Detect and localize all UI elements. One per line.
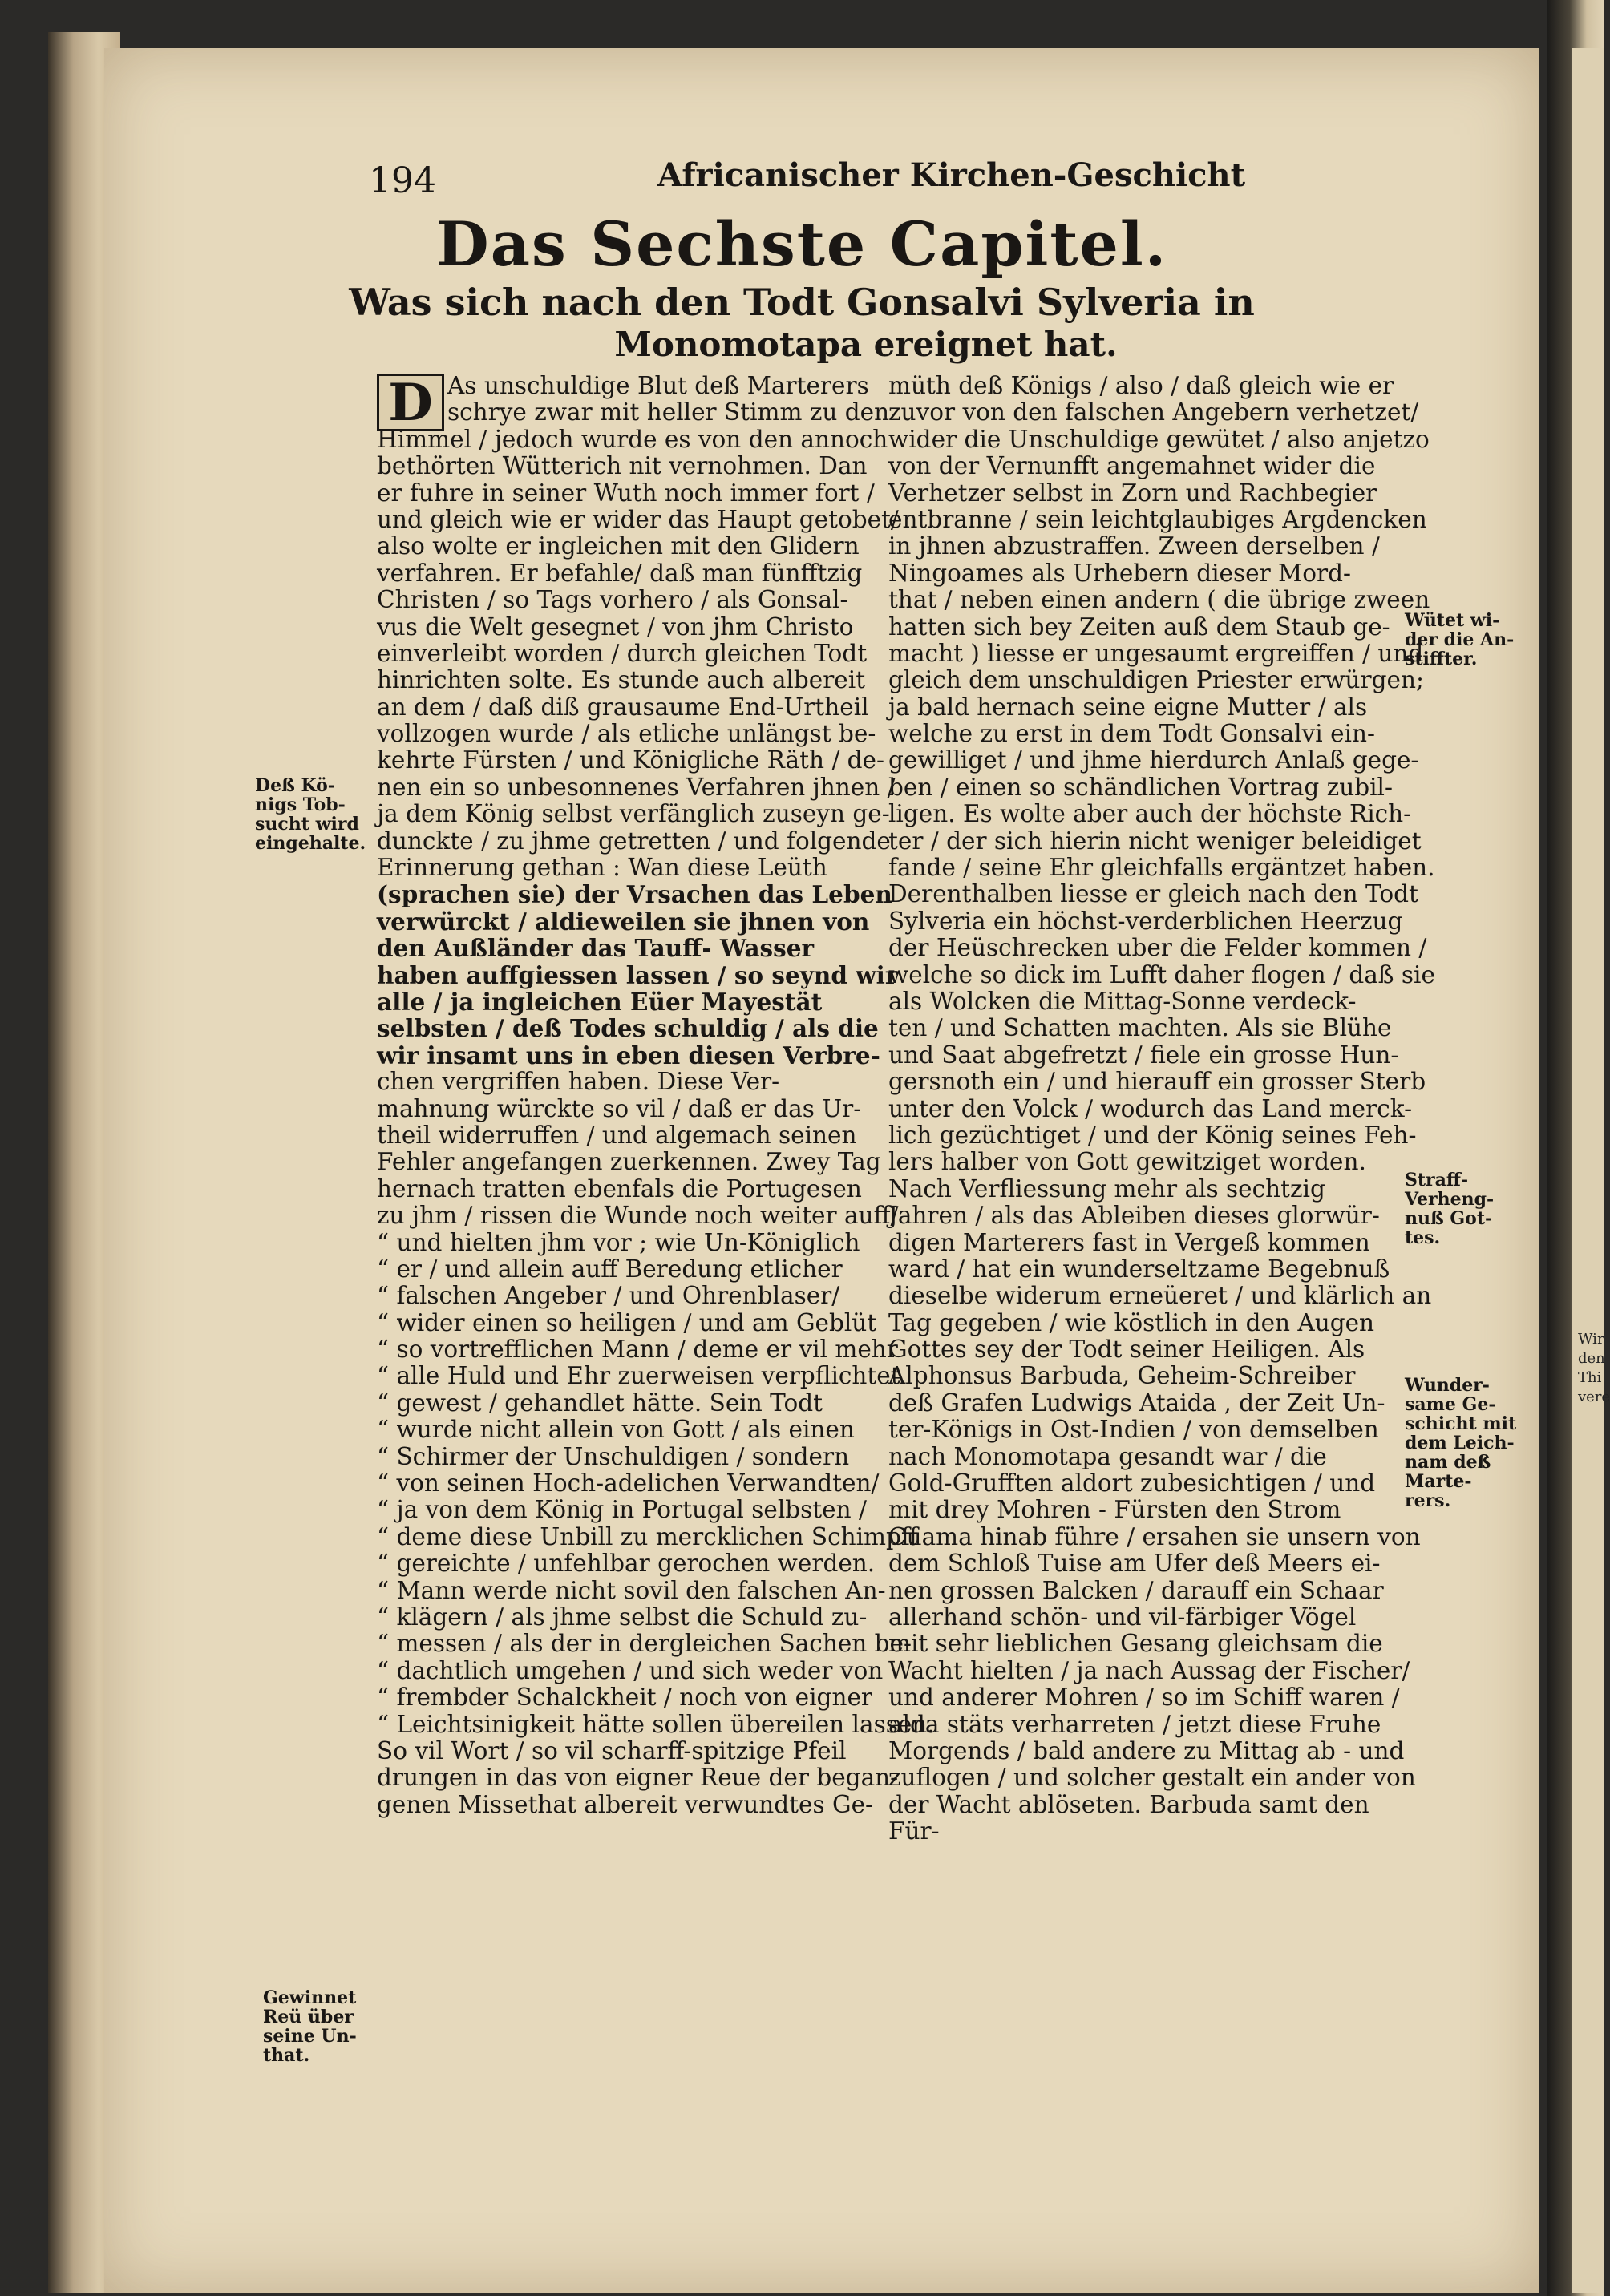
text-line: deß Grafen Ludwigs Ataida , der Zeit Un- [888,1389,1385,1417]
marginal-note-line: rers. [1405,1490,1451,1511]
text-line: “ deme diese Unbill zu mercklichen Schimpff [377,1522,918,1550]
text-line: “ messen / als der in dergleichen Sachen be- [377,1630,912,1658]
text-line: “ von seinen Hoch-adelichen Verwandten/ [377,1469,880,1498]
chapter-subtitle-line-1: Was sich nach den Todt Gonsalvi Sylveria in [349,281,1255,324]
left-text-column [377,372,935,1818]
text-line: schrye zwar mit heller Stimm zu den [447,398,890,426]
marginal-note-right-2 [1405,1170,1494,1247]
marginal-note-line: stiffter. [1405,649,1478,669]
text-line: Verhetzer selbst in Zorn und Rachbegier [888,479,1377,507]
text-line: “ und hielten jhm vor ; wie Un-Königlich [377,1228,860,1256]
text-line: nach Monomotapa gesandt war / die [888,1442,1327,1470]
text-line: “ er / und allein auff Beredung etlicher [377,1255,843,1283]
text-line: dieselbe widerum erneüeret / und klärlich an [888,1282,1432,1310]
next-page-fragment: vere [1578,1389,1610,1405]
text-line: unter den Volck / wodurch das Land merck- [888,1094,1413,1122]
marginal-note-line: nigs Tob- [255,794,346,815]
text-line: ja bald hernach seine eigne Mutter / als [888,693,1368,721]
text-line: theil widerruffen / und algemach seinen [377,1121,857,1149]
text-line: welche zu erst in dem Todt Gonsalvi ein- [888,720,1375,748]
text-line: alda stäts verharreten / jetzt diese Fruhe [888,1710,1381,1738]
text-line: lers halber von Gott gewitziget worden. [888,1148,1366,1176]
text-line: wir insamt uns in eben diesen Verbre- [377,1041,880,1069]
marginal-note-line: tes. [1405,1227,1441,1248]
text-line: und gleich wie er wider das Haupt getobet/ [377,505,899,533]
text-line: genen Missethat albereit verwundtes Ge- [377,1790,873,1818]
text-line: mahnung würckte so vil / daß er das Ur- [377,1094,862,1122]
text-line: gewilliget / und jhme hierdurch Anlaß gege- [888,746,1419,774]
text-line: er fuhre in seiner Wuth noch immer fort / [377,479,875,507]
text-line: that / neben einen andern ( die übrige zween [888,586,1430,614]
text-line: welche so dick im Lufft daher flogen / daß sie [888,960,1435,988]
marginal-note-line: that. [263,2045,310,2066]
text-line: Himmel / jedoch wurde es von den annoch [377,425,888,453]
text-line: digen Marterers fast in Vergeß kommen [888,1228,1370,1256]
text-line: und Saat abgefretzt / fiele ein grosse Hun- [888,1041,1399,1069]
text-line: “ ja von dem König in Portugal selbsten / [377,1496,867,1524]
text-line: Nach Verfliessung mehr als sechtzig [888,1174,1325,1203]
running-head: Africanischer Kirchen-Geschicht [657,156,1246,194]
text-line: den Außländer das Tauff- Wasser [377,934,815,963]
text-line: (sprachen sie) der Vrsachen das Leben [377,880,892,909]
next-page-fragment: Wir [1578,1331,1604,1348]
text-line: ter-Königs in Ost-Indien / von demselben [888,1416,1379,1444]
text-line: vollzogen wurde / als etliche unlängst be- [377,720,876,748]
text-line: dunckte / zu jhme getretten / und folgende [377,827,891,855]
text-line: verfahren. Er befahle/ daß man fünfftzig [377,559,863,587]
text-line: Erinnerung gethan : Wan diese Leüth [377,854,827,882]
text-line: “ wurde nicht allein von Gott / als einen [377,1416,855,1444]
page-number: 194 [369,160,436,201]
text-line: nen grossen Balcken / darauff ein Schaar [888,1576,1384,1604]
text-line: an dem / daß diß grausaume End-Urtheil [377,693,869,721]
text-line: drungen in das von eigner Reue der began- [377,1764,899,1792]
text-line: “ so vortrefflichen Mann / deme er vil mehr [377,1336,898,1364]
text-line: dem Schloß Tuise am Ufer deß Meers ei- [888,1550,1381,1578]
text-line: vus die Welt gesegnet / von jhm Christo [377,612,854,641]
text-line: gleich dem unschuldigen Priester erwürgen; [888,666,1424,694]
text-line: verwürckt / aldieweilen sie jhnen von [377,907,870,936]
marginal-note-left-2 [263,1988,357,2065]
text-line: ben / einen so schändlichen Vortrag zubil- [888,773,1393,801]
marginal-note-line: seine Un- [263,2026,357,2047]
text-line: “ frembder Schalckheit / noch von eigner [377,1684,873,1712]
text-line: “ Schirmer der Unschuldigen / sondern [377,1442,850,1470]
right-text-column [888,372,1435,1845]
text-line: macht ) liesse er ungesaumt ergreiffen / und [888,639,1424,667]
text-line: allerhand schön- und vil-färbiger Vögel [888,1603,1357,1631]
marginal-note-line: nuß Got- [1405,1208,1493,1229]
text-line: müth deß Königs / also / daß gleich wie er [888,372,1394,399]
text-line: haben auffgiessen lassen / so seynd wir [377,960,898,989]
text-line: “ falschen Angeber / und Ohrenblaser/ [377,1282,840,1310]
text-line: Jahren / als das Ableiben dieses glorwür- [888,1202,1380,1230]
text-line: alle / ja ingleichen Eüer Mayestät [377,987,823,1016]
text-line: ten / und Schatten machten. Als sie Blühe [888,1014,1392,1042]
text-line: ligen. Es wolte aber auch der höchste Rich- [888,800,1412,828]
marginal-note-line: dem Leich- [1405,1433,1515,1453]
chapter-title: Das Sechste Capitel. [435,208,1168,280]
text-line: Wacht hielten / ja nach Aussag der Fischer/ [888,1656,1410,1684]
text-line: nen ein so unbesonnenes Verfahren jhnen / [377,773,896,801]
text-line: fande / seine Ehr gleichfalls ergäntzet haben. [888,854,1435,882]
text-line: mit sehr lieblichen Gesang gleichsam die [888,1630,1383,1658]
text-line: entbranne / sein leichtglaubiges Argdencken [888,505,1427,533]
text-line: Gold-Grufften aldort zubesichtigen / und [888,1469,1376,1498]
marginal-note-line: eingehalte. [255,833,366,854]
marginal-note-line: Reü über [263,2007,354,2027]
marginal-note-line: nam deß [1405,1452,1491,1473]
marginal-note-line: Gewinnet [263,1987,357,2008]
text-line: Alphonsus Barbuda, Geheim-Schreiber [888,1362,1356,1390]
marginal-note-line: same Ge- [1405,1394,1496,1415]
text-line: Gottes sey der Todt seiner Heiligen. Als [888,1336,1365,1364]
text-line: ward / hat ein wunderseltzame Begebnuß [888,1255,1390,1283]
text-line: von der Vernunfft angemahnet wider die [888,452,1376,480]
text-line: Ningoames als Urhebern dieser Mord- [888,559,1351,587]
marginal-note-line: Wütet wi- [1405,610,1500,631]
text-line: der Wacht ablöseten. Barbuda samt den [888,1790,1369,1818]
next-page-fragment: den [1578,1350,1605,1367]
text-line: hernach tratten ebenfals die Portugesen [377,1174,862,1203]
text-line: Derenthalben liesse er gleich nach den Todt [888,880,1418,908]
text-line: hatten sich bey Zeiten auß dem Staub ge- [888,612,1390,641]
text-line: “ alle Huld und Ehr zuerweisen verpflichtet [377,1362,900,1390]
text-line: Morgends / bald andere zu Mittag ab - und [888,1736,1405,1764]
next-page-strip [1572,48,1604,2293]
marginal-note-line: Straff- [1405,1170,1469,1190]
text-line: also wolte er ingleichen mit den Glidern [377,532,860,560]
text-line: Für- [888,1817,940,1845]
text-line: Cuama hinab führe / ersahen sie unsern von [888,1522,1421,1550]
text-line: “ gewest / gehandlet hätte. Sein Todt [377,1389,823,1417]
text-line: Tag gegeben / wie köstlich in den Augen [888,1308,1375,1336]
text-line: Christen / so Tags vorhero / als Gonsal- [377,586,848,614]
text-line: wider die Unschuldige gewütet / also anjetzo [888,425,1430,453]
text-line: mit drey Mohren - Fürsten den Strom [888,1496,1341,1524]
chapter-subtitle-line-2: Monomotapa ereignet hat. [614,325,1118,364]
text-line: in jhnen abzustraffen. Zween derselben / [888,532,1380,560]
text-line: hinrichten solte. Es stunde auch albereit [377,666,866,694]
text-line: “ Leichtsinigkeit hätte sollen übereilen lassen. [377,1710,935,1738]
text-line: “ gereichte / unfehlbar gerochen werden. [377,1550,876,1578]
marginal-note-right-3 [1405,1376,1516,1510]
text-line: als Wolcken die Mittag-Sonne verdeck- [888,987,1357,1015]
drop-cap: D [377,374,444,431]
text-line: “ dachtlich umgehen / und sich weder von [377,1656,884,1684]
text-line: und anderer Mohren / so im Schiff waren / [888,1684,1400,1712]
marginal-note-line: der die An- [1405,629,1515,650]
text-line: lich gezüchtiget / und der König seines Feh- [888,1121,1417,1149]
marginal-note-left-1 [255,776,366,853]
text-line: chen vergriffen haben. Diese Ver- [377,1068,780,1096]
text-line: zu jhm / rissen die Wunde noch weiter auff/ [377,1202,899,1230]
marginal-note-line: schicht mit [1405,1413,1517,1434]
text-line: bethörten Wütterich nit vernohmen. Dan [377,452,868,480]
text-line: Sylveria ein höchst-verderblichen Heerzug [888,907,1403,935]
text-line: So vil Wort / so vil scharff-spitzige Pfeil [377,1736,847,1764]
text-line: Fehler angefangen zuerkennen. Zwey Tag [377,1148,881,1176]
text-line: einverleibt worden / durch gleichen Todt [377,639,868,667]
marginal-note-line: Wunder- [1405,1375,1490,1396]
next-page-fragment: Thi [1578,1369,1602,1386]
text-line: zuflogen / und solcher gestalt ein ander von [888,1764,1416,1792]
text-line: ter / der sich hierin nicht weniger beleidiget [888,827,1422,855]
text-line: gersnoth ein / und hierauff ein grosser Sterb [888,1068,1426,1096]
text-line: zuvor von den falschen Angebern verhetzet/ [888,398,1419,426]
marginal-note-line: sucht wird [255,814,359,835]
text-line: “ wider einen so heiligen / und am Geblüt [377,1308,877,1336]
marginal-note-line: Deß Kö- [255,775,335,796]
marginal-note-line: Marte- [1405,1471,1472,1492]
text-line: selbsten / deß Todes schuldig / als die [377,1014,879,1043]
text-line: “ Mann werde nicht sovil den falschen An- [377,1576,886,1604]
text-line: “ klägern / als jhme selbst die Schuld zu- [377,1603,868,1631]
text-line: As unschuldige Blut deß Marterers [447,372,869,399]
text-line: ja dem König selbst verfänglich zuseyn ge- [377,800,890,828]
marginal-note-right-1 [1405,611,1514,669]
marginal-note-line: Verheng- [1405,1189,1495,1210]
text-line: kehrte Fürsten / und Königliche Räth / de- [377,746,884,774]
text-line: der Heüschrecken uber die Felder kommen / [888,934,1427,962]
